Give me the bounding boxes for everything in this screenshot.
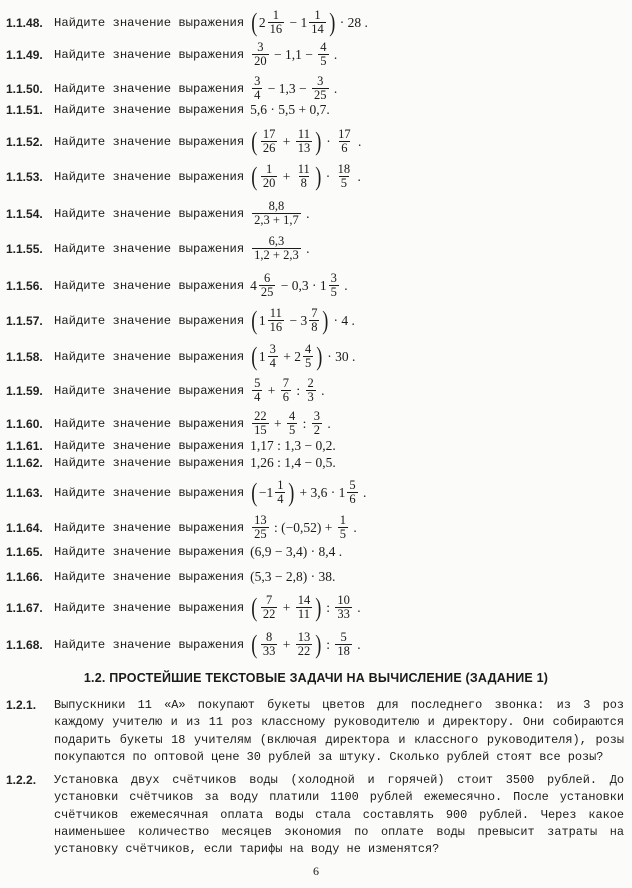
- denominator: 16: [269, 22, 283, 37]
- exercise-row: [6, 544, 624, 560]
- left-paren: (: [251, 305, 258, 335]
- denominator: 5: [289, 423, 296, 438]
- fraction: [329, 272, 339, 299]
- denominator: 5: [339, 527, 347, 542]
- numerator: 17: [262, 127, 276, 141]
- numerator: 14: [297, 593, 311, 607]
- exercise-number: 1.1.56.: [6, 278, 43, 293]
- numerator: 3: [257, 40, 264, 54]
- expr-text: (5,3 − 2,8) · 38.: [250, 569, 336, 584]
- fraction: [347, 479, 357, 506]
- left-paren: (: [251, 7, 258, 37]
- exercise-number: 1.1.63.: [6, 485, 43, 500]
- mixed-number: [250, 272, 277, 299]
- numerator: 4: [304, 342, 312, 356]
- exercise-number: 1.1.52.: [6, 134, 43, 149]
- exercise-row: [6, 410, 624, 437]
- exercise-number: 1.1.55.: [6, 241, 43, 256]
- expression: [250, 9, 368, 36]
- expr-text: .: [340, 277, 348, 293]
- exercise-row: [6, 9, 624, 36]
- expression: [250, 307, 355, 334]
- exercise-row: [6, 569, 624, 585]
- expression: [250, 102, 330, 118]
- problem-text: Выпускники 11 «А» покупают букеты цветов для последнего звонка: из 3 роз каждому учителю и из 11 роз классному руководителю и директору. Они собираются подарить букеты 18 учителям (включая директора и классного руководителя), розы покупаются по оптовой цене 30 рублей за штуку. Сколько рублей стоят все розы?: [54, 698, 624, 764]
- numerator: 11: [297, 162, 310, 176]
- expr-text: .: [353, 599, 361, 615]
- expr-text: 5,6 · 5,5 + 0,7.: [250, 102, 330, 117]
- fraction: [338, 514, 348, 541]
- exercise-number: 1.1.49.: [6, 47, 43, 62]
- numerator: 8: [265, 630, 273, 644]
- fraction: [306, 377, 316, 404]
- fraction: [335, 631, 352, 658]
- mixed-number: [259, 307, 286, 334]
- right-paren: ): [288, 477, 295, 507]
- expr-text: 1,26 : 1,4 − 0,5.: [250, 455, 336, 470]
- numerator: 3: [313, 409, 321, 423]
- exercise-number: 1.1.64.: [6, 520, 43, 535]
- expression: [250, 41, 337, 68]
- denominator: 13: [297, 141, 311, 156]
- expr-text: :: [299, 415, 310, 431]
- numerator: 8,8: [268, 199, 285, 213]
- exercise-prompt: Найдите значение выражения: [54, 600, 245, 615]
- denominator: 33: [262, 644, 276, 659]
- exercise-prompt: Найдите значение выражения: [54, 169, 245, 184]
- expression: [250, 343, 355, 370]
- exercise-prompt: Найдите значение выражения: [54, 637, 245, 652]
- fraction: [261, 163, 278, 190]
- expr-text: −: [258, 484, 267, 500]
- expression: [250, 514, 357, 541]
- exercise-row: [6, 594, 624, 621]
- expression: [250, 235, 309, 262]
- numerator: 4: [320, 40, 327, 54]
- exercise-number: 1.1.53.: [6, 169, 43, 184]
- fraction: [296, 631, 313, 658]
- expr-text: .: [324, 415, 331, 431]
- expr-text: :: [322, 636, 334, 652]
- expr-text: (6,9 − 3,4) · 8,4 .: [250, 544, 343, 559]
- denominator: 8: [311, 320, 318, 335]
- expr-text: −: [286, 312, 301, 328]
- mixed-number: [266, 479, 287, 506]
- exercise-prompt: Найдите значение выражения: [54, 383, 245, 398]
- fraction: [296, 594, 313, 621]
- fraction: [252, 514, 269, 541]
- exercise-row: [6, 75, 624, 102]
- fraction: [268, 307, 285, 334]
- left-paren: (: [251, 341, 258, 371]
- denominator: 4: [254, 390, 261, 405]
- expr-text: .: [302, 240, 310, 256]
- denominator: 25: [314, 88, 327, 103]
- whole-part: 1: [338, 484, 346, 500]
- numerator: 11: [297, 127, 310, 141]
- denominator: 20: [254, 54, 267, 69]
- left-paren: (: [251, 477, 258, 507]
- exercise-row: [6, 631, 624, 658]
- right-paren: ): [316, 341, 323, 371]
- expression: [250, 128, 361, 155]
- exercise-row: [6, 514, 624, 541]
- expr-text: +: [264, 382, 279, 398]
- fraction: [252, 410, 269, 437]
- exercise-number: 1.1.60.: [6, 416, 43, 431]
- expr-text: 1,17 : 1,3 − 0,2.: [250, 438, 336, 453]
- fraction: [268, 9, 285, 36]
- exercise-number: 1.1.62.: [6, 456, 43, 470]
- numerator: 7: [265, 593, 273, 607]
- right-paren: ): [315, 592, 322, 622]
- exercise-number: 1.1.68.: [6, 637, 43, 652]
- fraction: [312, 410, 322, 437]
- exercise-number: 1.1.57.: [6, 313, 43, 328]
- denominator: 15: [254, 423, 267, 438]
- expr-text: .: [330, 80, 338, 96]
- denominator: 5: [320, 54, 327, 69]
- exercise-row: [6, 200, 624, 227]
- denominator: 22: [262, 607, 276, 622]
- fraction: [252, 377, 262, 404]
- expression: [250, 75, 337, 102]
- problem-1-2-1: [6, 697, 624, 766]
- expr-text: .: [330, 46, 338, 62]
- exercise-prompt: Найдите значение выражения: [54, 520, 245, 535]
- fraction: [335, 594, 352, 621]
- numerator: 7: [282, 376, 290, 390]
- exercise-row: [6, 479, 624, 506]
- numerator: 5: [340, 630, 347, 644]
- denominator: 33: [337, 607, 350, 622]
- expr-text: − 0,3 ·: [277, 277, 320, 293]
- expression: [250, 594, 360, 621]
- mixed-number: [300, 9, 327, 36]
- right-paren: ): [315, 161, 322, 191]
- exercise-prompt: Найдите значение выражения: [54, 485, 245, 500]
- mixed-number: [300, 307, 321, 334]
- fraction: [296, 163, 312, 190]
- denominator: 4: [269, 356, 276, 371]
- expr-text: .: [359, 484, 367, 500]
- exercise-prompt: Найдите значение выражения: [54, 545, 245, 559]
- numerator: 10: [337, 593, 350, 607]
- exercise-row: [6, 163, 624, 190]
- exercise-number: 1.1.50.: [6, 81, 43, 96]
- fraction: [281, 377, 291, 404]
- expr-text: ·: [322, 133, 335, 149]
- denominator: 6: [349, 492, 356, 507]
- expr-text: : (−0,52) +: [270, 519, 336, 535]
- numerator: 1: [265, 162, 273, 176]
- denominator: 14: [311, 22, 324, 37]
- left-paren: (: [251, 161, 258, 191]
- mixed-number: [294, 343, 315, 370]
- fraction: [275, 479, 285, 506]
- denominator: 4: [277, 492, 284, 507]
- exercise-prompt: Найдите значение выражения: [54, 570, 245, 584]
- expr-text: · 4 .: [330, 312, 355, 328]
- expression: [250, 163, 361, 190]
- exercise-prompt: Найдите значение выражения: [54, 416, 245, 431]
- fraction: [312, 75, 329, 102]
- numerator: 3: [317, 74, 324, 88]
- expr-text: − 1,3 −: [264, 80, 311, 96]
- whole-part: 1: [258, 312, 266, 328]
- fraction: [261, 128, 278, 155]
- denominator: 6: [341, 141, 348, 156]
- exercise-number: 1.1.67.: [6, 600, 43, 615]
- denominator: 5: [340, 176, 348, 191]
- numerator: 7: [311, 306, 318, 320]
- denominator: 20: [262, 176, 276, 191]
- mixed-number: [320, 272, 341, 299]
- expr-text: :: [293, 382, 304, 398]
- exercise-row: [6, 102, 624, 118]
- exercise-prompt: Найдите значение выражения: [54, 103, 245, 117]
- expr-text: −: [286, 14, 301, 30]
- numerator: 3: [330, 271, 337, 285]
- exercise-number: 1.1.66.: [6, 570, 43, 584]
- exercise-prompt: Найдите значение выражения: [54, 47, 245, 62]
- exercise-prompt: Найдите значение выражения: [54, 206, 245, 221]
- expr-text: .: [350, 519, 357, 535]
- expr-text: +: [270, 415, 286, 431]
- exercise-prompt: Найдите значение выражения: [54, 439, 245, 453]
- expr-text: · 30 .: [323, 348, 356, 364]
- expr-text: + 3,6 ·: [296, 484, 339, 500]
- denominator: 6: [282, 390, 290, 405]
- problem-number: 1.2.2.: [6, 773, 37, 787]
- denominator: 18: [337, 644, 350, 659]
- numerator: 1: [277, 478, 284, 492]
- expr-text: .: [302, 205, 310, 221]
- numerator: 5: [349, 478, 356, 492]
- whole-part: 2: [258, 14, 266, 30]
- denominator: 4: [254, 88, 261, 103]
- problem-text: Установка двух счётчиков воды (холодной и горячей) стоит 3500 рублей. До установки счётчиков за воду платили 1100 рублей ежемесячно. После установки счётчиков ежемесячная оплата воды стала составлять 900 рублей. Через какое наименьшее количество месяцев экономия по оплате воды превысит затраты на установку счётчиков, если тарифы на воду не изменятся?: [54, 773, 624, 857]
- exercise-number: 1.1.51.: [6, 103, 43, 117]
- fraction: [309, 9, 326, 36]
- left-paren: (: [251, 629, 258, 659]
- exercise-row: [6, 343, 624, 370]
- whole-part: 1: [300, 14, 308, 30]
- fraction: [261, 594, 278, 621]
- exercise-prompt: Найдите значение выражения: [54, 456, 245, 470]
- mixed-number: [259, 343, 280, 370]
- numerator: 17: [338, 127, 351, 141]
- right-paren: ): [322, 305, 329, 335]
- denominator: 11: [297, 607, 310, 622]
- exercise-prompt: Найдите значение выражения: [54, 81, 245, 96]
- numerator: 6,3: [268, 234, 285, 248]
- exercise-prompt: Найдите значение выражения: [54, 278, 245, 293]
- denominator: 22: [297, 644, 311, 659]
- denominator: 26: [262, 141, 276, 156]
- expr-text: +: [279, 133, 294, 149]
- whole-part: 2: [294, 348, 301, 364]
- expr-text: .: [317, 382, 325, 398]
- mixed-number: [259, 9, 286, 36]
- exercise-prompt: Найдите значение выражения: [54, 15, 245, 30]
- fraction: [303, 343, 313, 370]
- fraction: [336, 128, 353, 155]
- expr-text: :: [322, 599, 334, 615]
- expr-text: · 28 .: [336, 14, 368, 30]
- expression: [250, 200, 309, 227]
- expression: [250, 455, 336, 471]
- exercise-prompt: Найдите значение выражения: [54, 134, 245, 149]
- numerator: 2: [307, 376, 314, 390]
- expr-text: +: [279, 348, 295, 364]
- whole-part: 4: [250, 277, 257, 293]
- numerator: 6: [264, 271, 271, 285]
- expression: [250, 438, 336, 454]
- exercise-row: [6, 307, 624, 334]
- whole-part: 1: [319, 277, 327, 293]
- exercise-row: [6, 455, 624, 471]
- expr-text: .: [354, 168, 361, 184]
- numerator: 3: [254, 74, 261, 88]
- fraction: [336, 163, 353, 190]
- exercise-number: 1.1.58.: [6, 349, 43, 364]
- denominator: 25: [260, 285, 274, 300]
- fraction: [252, 200, 301, 227]
- numerator: 22: [254, 409, 267, 423]
- whole-part: 3: [300, 312, 308, 328]
- right-paren: ): [315, 629, 322, 659]
- expression: [250, 631, 360, 658]
- expr-text: − 1,1 −: [270, 46, 317, 62]
- expr-text: +: [279, 599, 294, 615]
- expr-text: ·: [322, 168, 334, 184]
- numerator: 11: [269, 306, 282, 320]
- denominator: 1,2 + 2,3: [254, 248, 299, 263]
- section-title: 1.2. ПРОСТЕЙШИЕ ТЕКСТОВЫЕ ЗАДАЧИ НА ВЫЧИСЛЕНИЕ (ЗАДАНИЕ 1): [83, 671, 549, 685]
- numerator: 13: [297, 630, 311, 644]
- mixed-number: [339, 479, 360, 506]
- numerator: 3: [269, 342, 276, 356]
- exercise-row: [6, 41, 624, 68]
- exercise-prompt: Найдите значение выражения: [54, 241, 245, 256]
- denominator: 2,3 + 1,7: [254, 213, 299, 228]
- exercise-prompt: Найдите значение выражения: [54, 313, 245, 328]
- denominator: 16: [269, 320, 283, 335]
- expr-text: +: [279, 168, 294, 184]
- numerator: 1: [339, 513, 347, 527]
- exercise-row: [6, 128, 624, 155]
- right-paren: ): [315, 126, 322, 156]
- page-number: 6: [313, 864, 319, 878]
- expression: [250, 479, 366, 506]
- exercise-row: [6, 272, 624, 299]
- expression: [250, 272, 347, 299]
- exercise-prompt: Найдите значение выражения: [54, 349, 245, 364]
- exercise-number: 1.1.54.: [6, 206, 43, 221]
- expression: [250, 410, 331, 437]
- expression: [250, 569, 335, 585]
- expression: [250, 544, 342, 560]
- expr-text: .: [353, 636, 361, 652]
- whole-part: 1: [258, 348, 266, 364]
- exercise-number: 1.1.59.: [6, 383, 43, 398]
- problem-1-2-2: [6, 772, 624, 858]
- fraction: [268, 343, 278, 370]
- fraction: [252, 75, 262, 102]
- fraction: [252, 41, 269, 68]
- exercise-number: 1.1.65.: [6, 545, 43, 559]
- fraction: [309, 307, 319, 334]
- fraction: [259, 272, 276, 299]
- exercise-row: [6, 377, 624, 404]
- exercise-row: [6, 438, 624, 454]
- numerator: 1: [314, 8, 321, 22]
- fraction: [318, 41, 328, 68]
- left-paren: (: [251, 126, 258, 156]
- denominator: 5: [330, 285, 337, 300]
- denominator: 5: [304, 356, 312, 371]
- numerator: 4: [289, 409, 296, 423]
- expr-text: .: [354, 133, 362, 149]
- numerator: 13: [254, 513, 267, 527]
- whole-part: 1: [266, 484, 274, 500]
- fraction: [296, 128, 313, 155]
- right-paren: ): [329, 7, 336, 37]
- fraction: [287, 410, 297, 437]
- left-paren: (: [251, 592, 258, 622]
- exercise-number: 1.1.48.: [6, 15, 43, 30]
- expression: [250, 377, 324, 404]
- fraction: [252, 235, 301, 262]
- problem-number: 1.2.1.: [6, 698, 37, 712]
- denominator: 3: [307, 390, 314, 405]
- denominator: 25: [254, 527, 267, 542]
- numerator: 1: [272, 8, 279, 22]
- exercise-row: [6, 235, 624, 262]
- numerator: 5: [254, 376, 261, 390]
- expr-text: +: [279, 636, 294, 652]
- fraction: [261, 631, 278, 658]
- denominator: 8: [300, 176, 307, 191]
- exercise-number: 1.1.61.: [6, 439, 43, 453]
- denominator: 2: [313, 423, 321, 438]
- numerator: 18: [337, 162, 351, 176]
